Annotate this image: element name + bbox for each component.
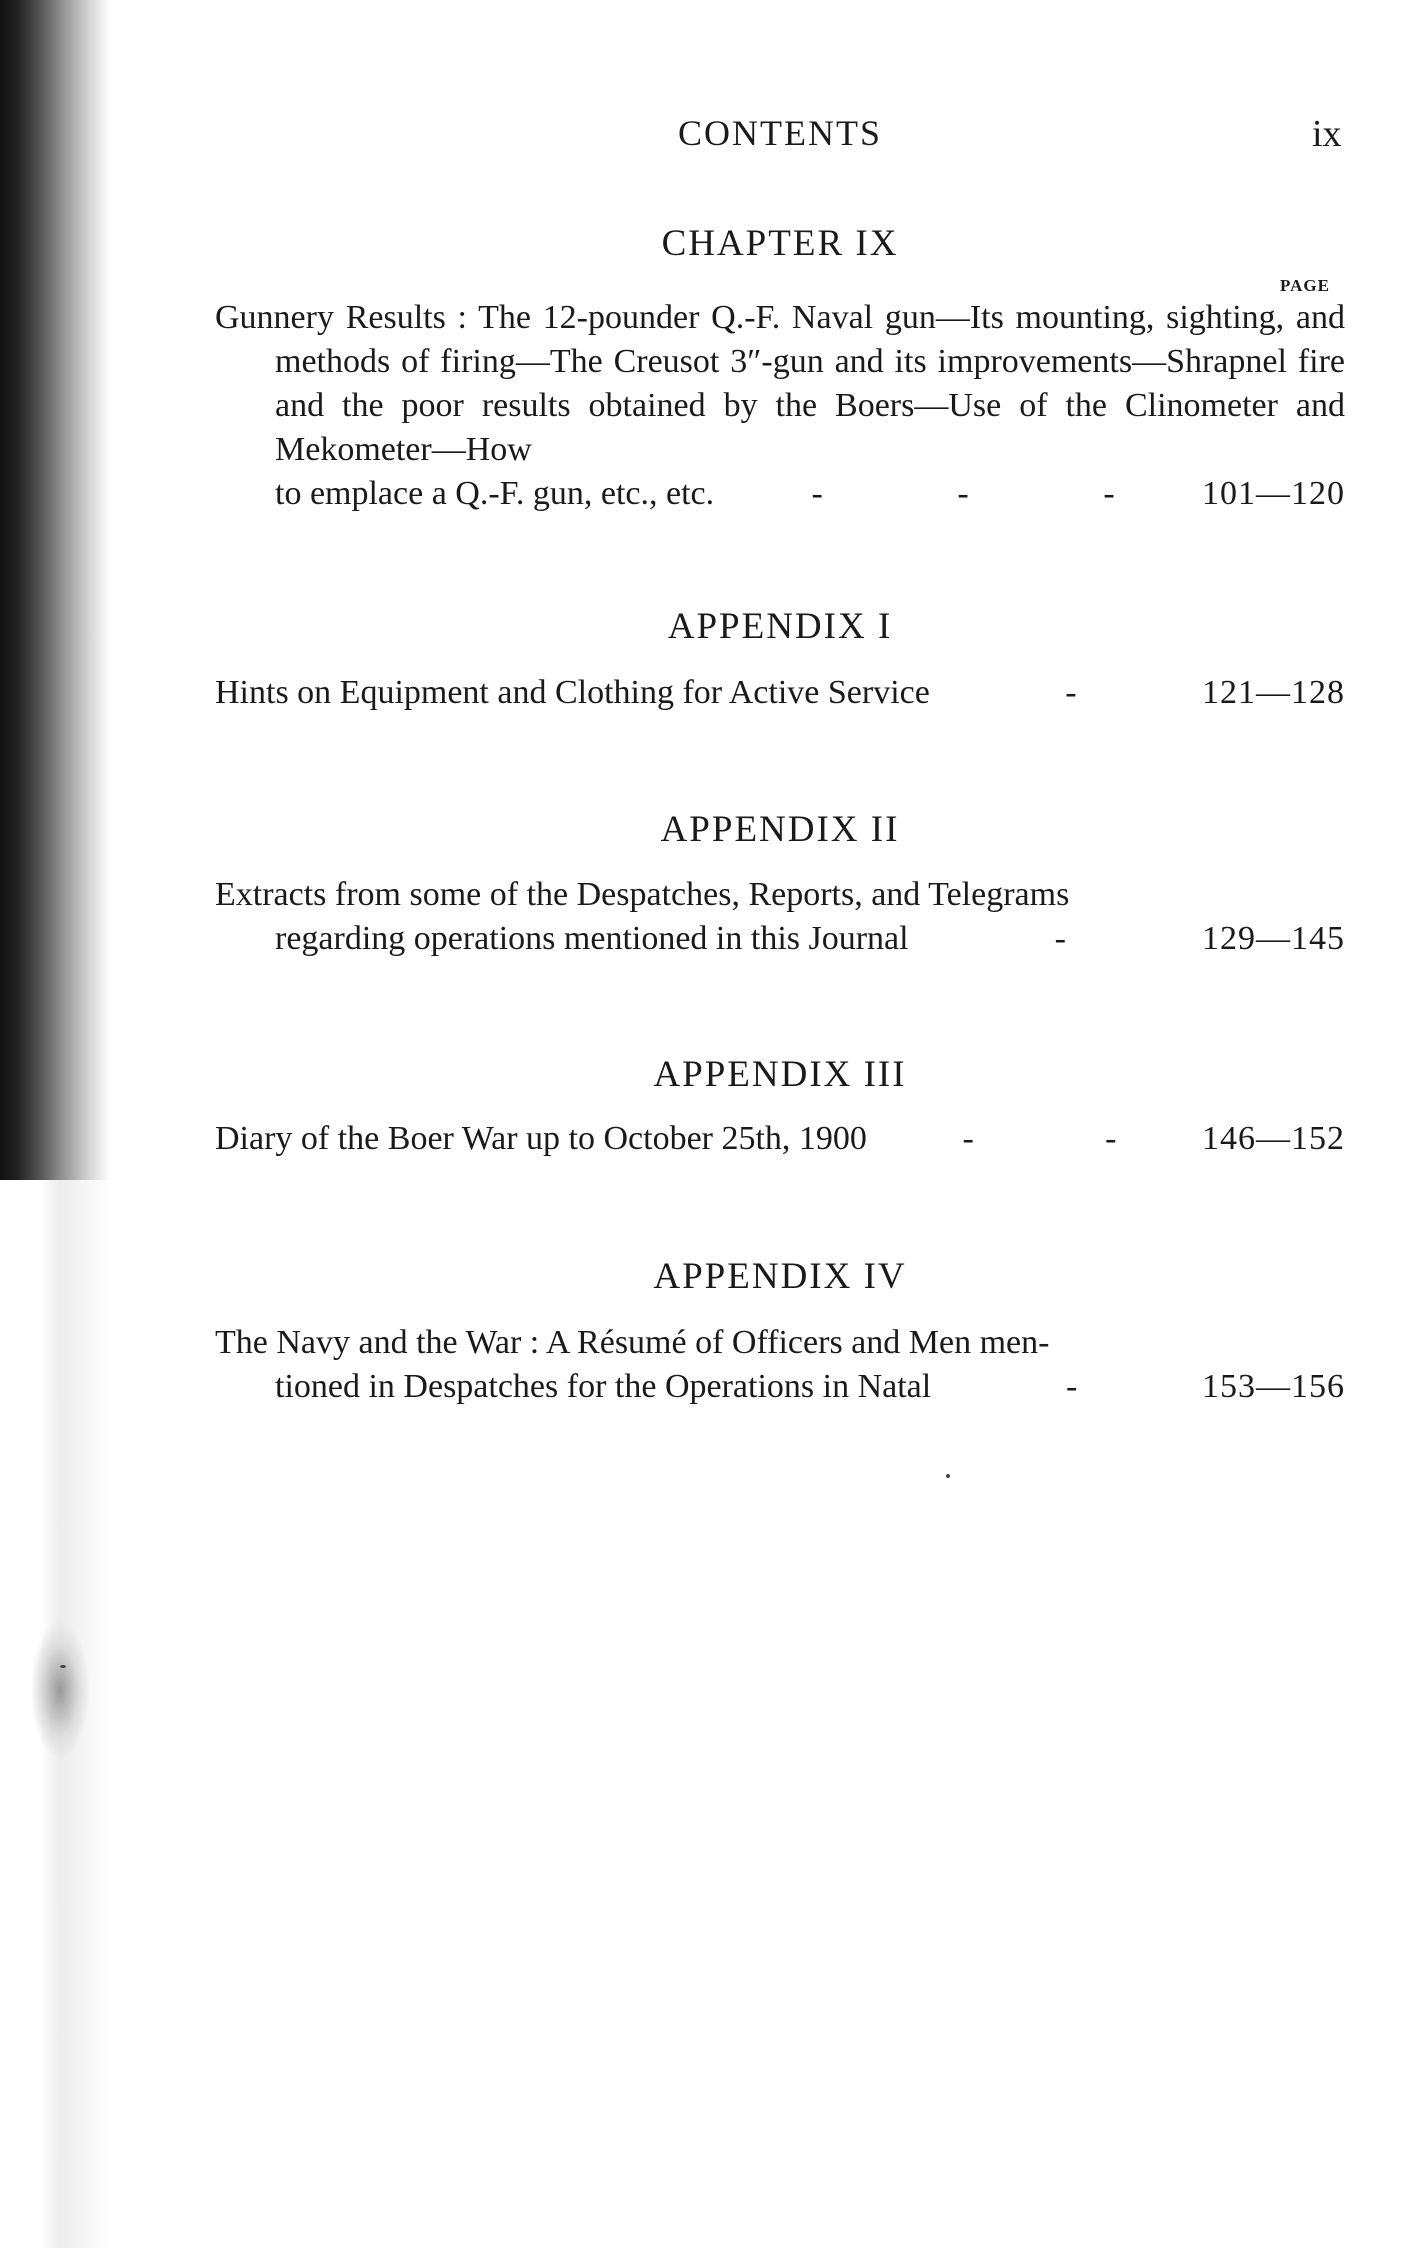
leader-dots: - - [962,1120,1117,1157]
toc-entry-lastline [215,472,1345,516]
page-number: ix [1312,113,1342,155]
print-speck [60,1665,66,1668]
page-binding-speck [30,1620,90,1760]
toc-entry-appendix-i [215,671,1345,715]
print-speck [946,1474,950,1478]
section-heading-appendix-iii: APPENDIX III [653,1054,907,1095]
section-heading-appendix-ii: APPENDIX II [660,809,900,850]
toc-entry-lastline [215,917,1345,961]
toc-entry-pages: 146—152 [1202,1120,1345,1157]
toc-entry-pages: 101—120 [1202,475,1345,512]
toc-entry-lastline [215,1117,1345,1161]
section-heading-appendix-i: APPENDIX I [667,606,893,647]
toc-entry-lastline-text: Hints on Equipment and Clothing for Active Service [215,674,930,711]
running-title: CONTENTS [678,113,882,153]
toc-entry-chapter-ix [215,296,1345,516]
toc-entry-appendix-iii [215,1117,1345,1161]
leader-dots: - [1054,920,1066,957]
toc-entry-appendix-iv [215,1321,1345,1409]
toc-entry-lastline [215,671,1345,715]
leader-dots: - [1065,1368,1078,1405]
toc-entry-pages: 153—156 [1202,1368,1345,1405]
toc-entry-text: The Navy and the War : A Résumé of Officers and Men men- [215,1324,1050,1361]
toc-entry-pages: 121—128 [1202,674,1345,711]
toc-entry-lastline-text: to emplace a Q.-F. gun, etc., etc. [275,475,715,512]
toc-entry-pages: 129—145 [1202,920,1345,957]
toc-entry-text: Extracts from some of the Despatches, Reports, and Telegrams [215,876,1070,913]
leader-dots: - [1065,674,1077,711]
running-head [0,112,1401,162]
toc-entry-text: Gunnery Results : The 12-pounder Q.-F. Naval gun—Its mounting, sighting, and methods of firing—The Creusot 3″-gun and its improvements—Shrapnel fire and the poor results obtained by the Boers—Use of the Clinometer and Mekometer—How [215,299,1345,468]
toc-entry-appendix-ii [215,873,1345,961]
toc-entry-lastline-text: Diary of the Boer War up to October 25th, 1900 [215,1120,867,1157]
toc-entry-lastline-text: tioned in Despatches for the Operations in Natal [275,1368,932,1405]
toc-entry-lastline-text: regarding operations mentioned in this Journal [275,920,909,957]
page-column-label: PAGE [1280,276,1330,295]
leader-dots: - - - [811,475,1115,512]
toc-entry-lastline [215,1365,1345,1409]
section-heading-chapter-ix: CHAPTER IX [661,223,899,264]
section-heading-appendix-iv: APPENDIX IV [653,1256,907,1297]
